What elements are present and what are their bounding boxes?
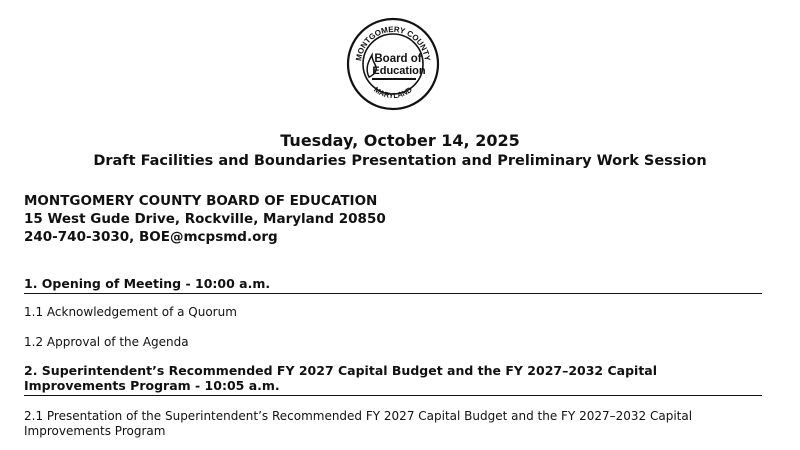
agenda-section-heading: 1. Opening of Meeting - 10:00 a.m. bbox=[24, 276, 762, 294]
seal-center-line2: Education bbox=[372, 65, 426, 77]
agenda-item: 2.1 Presentation of the Superintendent’s Recommended FY 2027 Capital Budget and the FY 2027–2032 Capital Improvements Program bbox=[24, 409, 693, 438]
meeting-header bbox=[0, 131, 800, 171]
seal-top-text: MONTGOMERY COUNTY bbox=[354, 24, 432, 62]
agenda-section-heading: 2. Superintendent’s Recommended FY 2027 Capital Budget and the FY 2027–2032 Capital Improvements Program - 10:05 a.m. bbox=[24, 363, 762, 396]
seal-bottom-text: MARYLAND bbox=[372, 84, 414, 101]
organization-info bbox=[24, 192, 386, 246]
meeting-title: Draft Facilities and Boundaries Presentation and Preliminary Work Session bbox=[93, 153, 707, 169]
seal-graphic bbox=[346, 17, 440, 111]
seal-center-line1: Board of bbox=[374, 53, 422, 65]
agenda-item: 1.2 Approval of the Agenda bbox=[24, 335, 189, 349]
agenda bbox=[24, 276, 762, 439]
agenda-item: 1.1 Acknowledgement of a Quorum bbox=[24, 305, 237, 319]
meeting-date: Tuesday, October 14, 2025 bbox=[280, 131, 520, 150]
organization-contact: 240-740-3030, BOE@mcpsmd.org bbox=[24, 229, 278, 245]
board-of-education-seal bbox=[346, 17, 440, 111]
organization-name: MONTGOMERY COUNTY BOARD OF EDUCATION bbox=[24, 193, 378, 209]
organization-address: 15 West Gude Drive, Rockville, Maryland 20850 bbox=[24, 211, 386, 227]
